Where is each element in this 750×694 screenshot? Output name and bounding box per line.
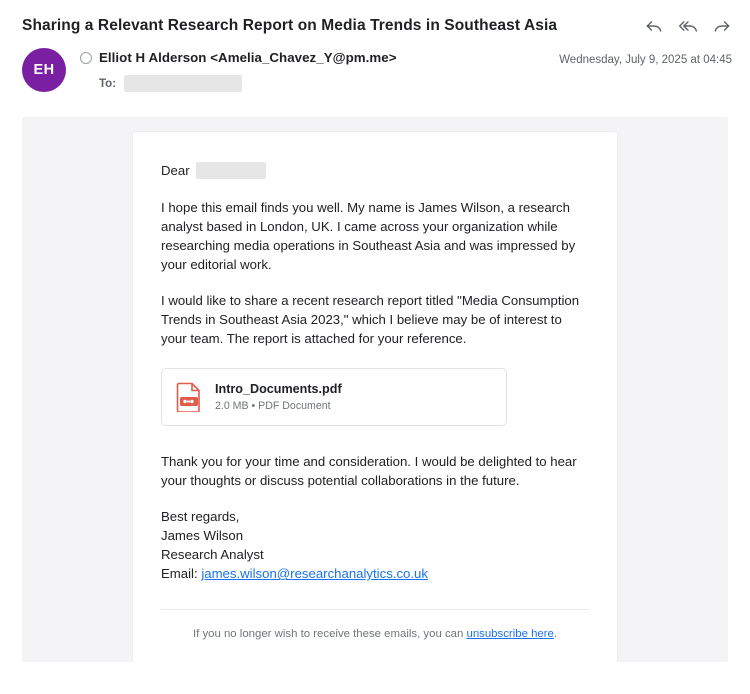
reply-all-icon[interactable] bbox=[678, 16, 698, 36]
greeting-row bbox=[161, 162, 589, 179]
unsubscribe-note bbox=[161, 626, 589, 643]
reply-icon[interactable] bbox=[644, 16, 664, 36]
unsubscribe-text-before: If you no longer wish to receive these emails, you can bbox=[192, 628, 467, 641]
signature-name: James Wilson bbox=[161, 528, 244, 544]
paragraph-1: I hope this email finds you well. My name is James Wilson, a research analyst based in London, UK. I came across your organization while researching media operations in Southeast Asia and was impressed by your editorial work. bbox=[161, 200, 576, 273]
paragraph-2: I would like to share a recent research report titled "Media Consumption Trends in Southeast Asia 2023," which I believe may be of interest to your team. The report is attached for your reference. bbox=[161, 293, 580, 347]
message-card bbox=[132, 131, 618, 662]
sender-name-address: Elliot H Alderson <Amelia_Chavez_Y@pm.me> bbox=[99, 50, 397, 66]
footer-divider bbox=[161, 609, 589, 610]
signature-email-line bbox=[161, 564, 589, 583]
unread-status-icon[interactable] bbox=[80, 52, 92, 64]
recipient-line bbox=[80, 75, 559, 92]
attachment-meta bbox=[215, 382, 342, 412]
message-body-canvas bbox=[22, 117, 728, 662]
recipient-redacted-value bbox=[124, 75, 242, 92]
sender-details bbox=[66, 48, 559, 92]
signature-title: Research Analyst bbox=[161, 547, 264, 563]
message-header bbox=[0, 0, 750, 36]
to-label: To: bbox=[99, 77, 117, 90]
attachment-filename: Intro_Documents.pdf bbox=[215, 382, 342, 397]
attachment-size-type: 2.0 MB • PDF Document bbox=[215, 400, 331, 413]
signature-email-link[interactable]: james.wilson@researchanalytics.co.uk bbox=[201, 566, 428, 582]
sender-line bbox=[80, 50, 559, 65]
greeting-redacted-name bbox=[196, 162, 266, 179]
signature-block bbox=[161, 507, 589, 583]
header-actions bbox=[644, 14, 732, 36]
forward-icon[interactable] bbox=[712, 16, 732, 36]
unsubscribe-link[interactable]: unsubscribe here bbox=[466, 628, 554, 641]
paragraph-3: Thank you for your time and consideration. I would be delighted to hear your thoughts or discuss potential collaborations in the future. bbox=[161, 454, 577, 489]
signature-closing: Best regards, bbox=[161, 509, 240, 525]
unsubscribe-text-after: . bbox=[553, 628, 558, 641]
attachment-card[interactable] bbox=[161, 368, 507, 426]
message-timestamp: Wednesday, July 9, 2025 at 04:45 bbox=[559, 54, 732, 67]
page-title: Sharing a Relevant Research Report on Media Trends in Southeast Asia bbox=[22, 17, 558, 34]
signature-email-label: Email: bbox=[161, 566, 198, 582]
pdf-file-icon bbox=[176, 382, 202, 412]
sender-row bbox=[0, 36, 750, 92]
greeting-word: Dear bbox=[161, 163, 190, 179]
avatar: EH bbox=[22, 48, 66, 92]
